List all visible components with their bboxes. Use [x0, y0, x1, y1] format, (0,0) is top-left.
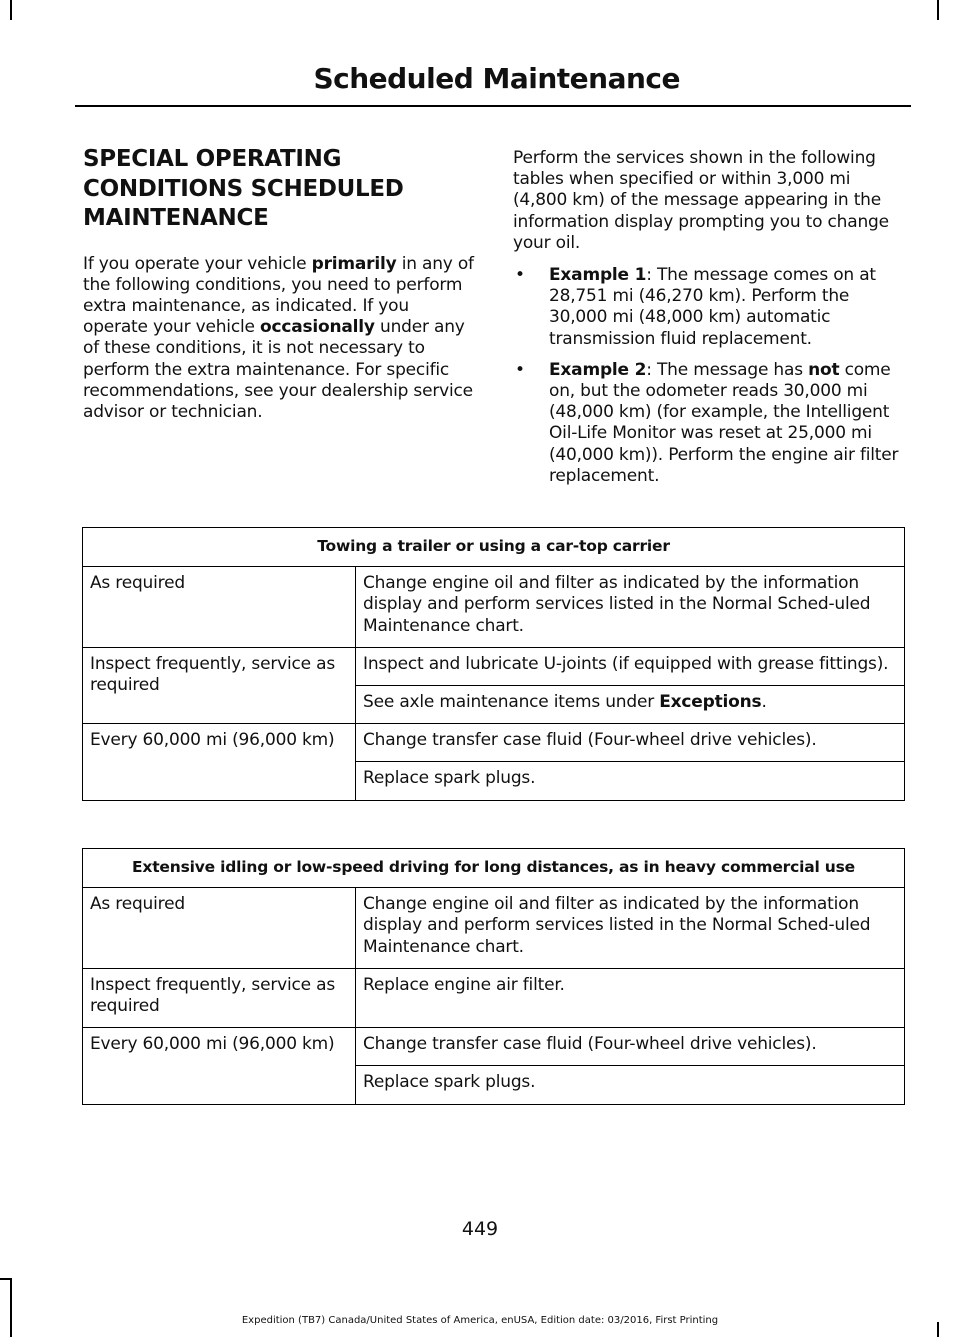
crop-mark-bottom-left-h — [0, 1278, 12, 1280]
interval-cell: As required — [83, 888, 356, 969]
example-2-label: Example 2 — [549, 359, 647, 380]
interval-cell: Every 60,000 mi (96,000 km) — [83, 1028, 356, 1104]
action-text-b: . — [761, 692, 767, 713]
table-row — [83, 647, 905, 685]
right-column — [513, 148, 908, 497]
table-row — [83, 1028, 905, 1066]
crop-mark-top-left — [10, 0, 12, 20]
action-cell: Change transfer case fluid (Four-wheel drive vehicles). — [356, 724, 905, 762]
crop-mark-top-right — [937, 0, 939, 20]
intro-text-3: under any of these conditions, it is not necessary to perform the extra maintenance. For specific recommendations, see your dealership service advisor or technician. — [83, 317, 473, 422]
edition-footer: Expedition (TB7) Canada/United States of America, enUSA, Edition date: 03/2016, First Printing — [241, 1315, 719, 1326]
bullet-dot: • — [515, 265, 525, 286]
idling-maintenance-table — [82, 848, 905, 1105]
action-cell: Replace engine air filter. — [356, 968, 905, 1027]
services-paragraph: Perform the services shown in the following tables when specified or within 3,000 mi (4,800 km) of the message appearing in the information display prompting you to change your oil. — [513, 148, 889, 253]
example-2-bold-not: not — [808, 359, 840, 380]
intro-paragraph — [83, 254, 478, 424]
action-bold-exceptions: Exceptions — [659, 692, 762, 713]
header-rule — [75, 105, 911, 107]
action-cell: Change engine oil and filter as indicated by the information display and perform services listed in the Normal Sched-uled Maintenance chart. — [356, 888, 905, 969]
action-cell: Change engine oil and filter as indicated by the information display and perform services listed in the Normal Sched-uled Maintenance chart. — [356, 567, 905, 648]
heading-line-1: SPECIAL OPERATING — [83, 146, 342, 172]
table-row — [83, 888, 905, 969]
interval-cell: Every 60,000 mi (96,000 km) — [83, 724, 356, 800]
example-2-text-a: : The message has — [646, 359, 809, 380]
intro-text-2: in any of the following conditions, you need to perform extra maintenance, as indicated. If you operate your vehicle — [83, 253, 474, 338]
table-title: Extensive idling or low-speed driving for long distances, as in heavy commercial use — [83, 849, 905, 888]
left-column — [83, 145, 478, 423]
table-title: Towing a trailer or using a car-top carrier — [83, 528, 905, 567]
intro-bold-primarily: primarily — [311, 253, 397, 274]
table-row — [83, 724, 905, 762]
table-row — [83, 567, 905, 648]
table-header-row — [83, 849, 905, 888]
section-heading — [83, 145, 478, 234]
action-cell: Change transfer case fluid (Four-wheel drive vehicles). — [356, 1028, 905, 1066]
table-header-row — [83, 528, 905, 567]
action-text-a: See axle maintenance items under — [363, 692, 660, 713]
action-cell — [356, 686, 905, 724]
heading-line-2: CONDITIONS SCHEDULED — [83, 175, 404, 202]
list-item-example-2 — [513, 360, 908, 487]
action-cell: Replace spark plugs. — [356, 1066, 905, 1104]
intro-bold-occasionally: occasionally — [259, 317, 375, 338]
example-1-label: Example 1 — [549, 265, 647, 286]
page-number: 449 — [461, 1218, 499, 1240]
interval-cell: Inspect frequently, service as required — [83, 647, 356, 723]
page-header-title: Scheduled Maintenance — [313, 62, 680, 95]
crop-mark-bottom-left-v — [10, 1278, 12, 1337]
example-2-text-b: come on, but the odometer reads 30,000 mi (48,000 km) (for example, the Intelligent Oil-Life Monitor was reset at 25,000 mi (40,000 km)). Perform the engine air filter replacement. — [549, 359, 899, 486]
towing-maintenance-table — [82, 527, 905, 801]
action-cell: Replace spark plugs. — [356, 762, 905, 800]
example-1-text: : The message comes on at 28,751 mi (46,270 km). Perform the 30,000 mi (48,000 km) automatic transmission fluid replacement. — [549, 265, 876, 349]
action-cell: Inspect and lubricate U-joints (if equipped with grease fittings). — [356, 647, 905, 685]
bullet-dot: • — [515, 359, 525, 380]
interval-cell: Inspect frequently, service as required — [83, 968, 356, 1027]
table-row — [83, 968, 905, 1027]
list-item-example-1 — [513, 265, 908, 350]
examples-list — [513, 265, 908, 487]
intro-text-1: If you operate your vehicle — [83, 253, 312, 274]
interval-cell: As required — [83, 567, 356, 648]
heading-line-3: MAINTENANCE — [83, 205, 269, 231]
